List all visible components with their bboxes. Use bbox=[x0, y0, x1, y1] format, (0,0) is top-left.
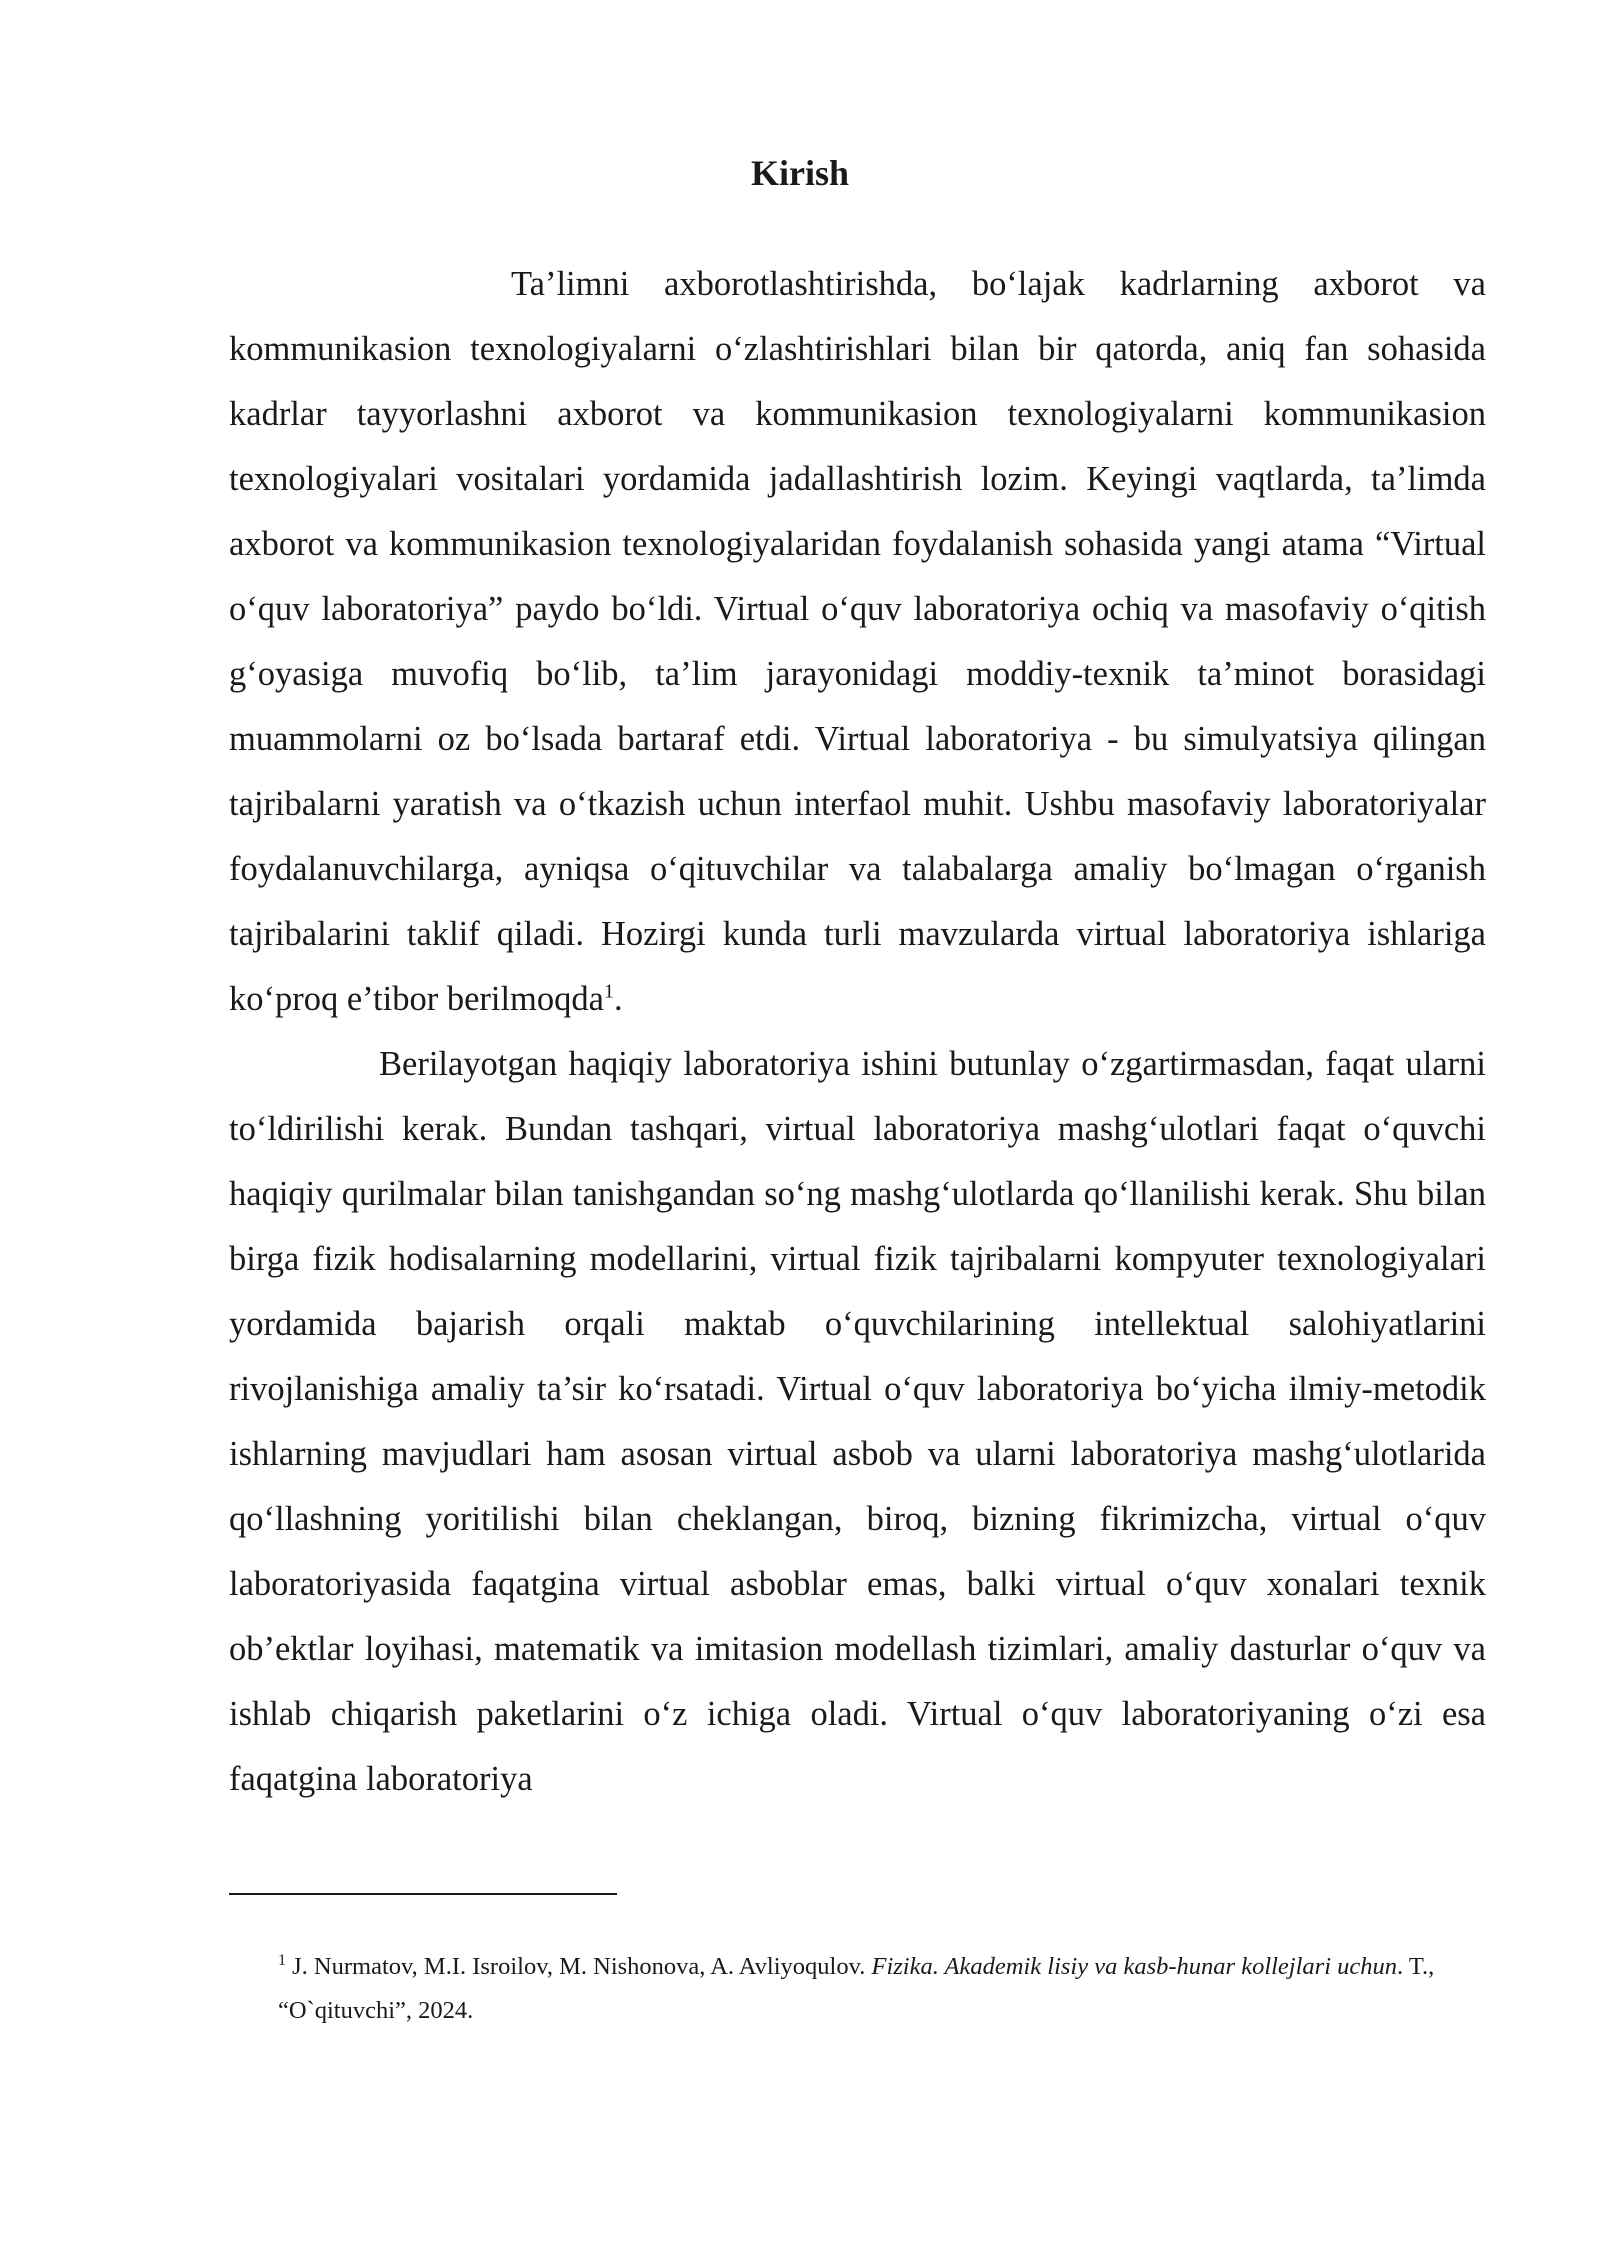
paragraph-2 bbox=[229, 1032, 1486, 1812]
footnote-separator bbox=[229, 1893, 617, 1895]
paragraph-1-end: . bbox=[613, 980, 623, 1018]
paragraph-1-text: Ta’limni axborotlashtirishda, bo‘lajak kadrlarning axborot va kommunikasion texnologiyalarni o‘zlashtirishlari bilan bir qatorda, aniq fan sohasida kadrlar tayyorlashni axborot va kommunikasion texnologiyalarni kommunikasion texnologiyalari vositalari yordamida jadallashtirish lozim. Keyingi vaqtlarda, ta’limda axborot va kommunikasion texnologiyalaridan foydalanish sohasida yangi atama “Virtual o‘quv laboratoriya” paydo bo‘ldi. Virtual o‘quv laboratoriya ochiq va masofaviy o‘qitish g‘oyasiga muvofiq bo‘lib, ta’lim jarayonidagi moddiy-texnik ta’minot borasidagi muammolarni oz bo‘lsada bartaraf etdi. Virtual laboratoriya - bu simulyatsiya qilingan tajribalarni yaratish va o‘tkazish uchun interfaol muhit. Ushbu masofaviy laboratoriyalar foydalanuvchilarga, ayniqsa o‘qituvchilar va talabalarga amaliy bo‘lmagan o‘rganish tajribalarini taklif qiladi. Hozirgi kunda turli mavzularda virtual laboratoriya ishlariga ko‘proq e’tibor berilmoqda bbox=[229, 265, 1486, 1018]
footnote-authors: J. Nurmatov, M.I. Isroilov, M. Nishonova, A. Avliyoqulov. bbox=[286, 1953, 872, 1980]
footnote-reference[interactable]: 1 bbox=[603, 980, 614, 1003]
footnote bbox=[229, 1945, 1486, 2033]
document-body bbox=[229, 252, 1486, 1812]
footnote-book-title: Fizika. Akademik lisiy va kasb-hunar kollejlari uchun bbox=[871, 1953, 1398, 1980]
page-title: Kirish bbox=[750, 153, 849, 193]
paragraph-2-text: Berilayotgan haqiqiy laboratoriya ishini butunlay o‘zgartirmasdan, faqat ularni to‘ldirilishi kerak. Bundan tashqari, virtual laboratoriya mashg‘ulotlari faqat o‘quvchi haqiqiy qurilmalar bilan tanishgandan so‘ng mashg‘ulotlarda qo‘llanilishi kerak. Shu bilan birga fizik hodisalarning modellarini, virtual fizik tajribalarni kompyuter texnologiyalari yordamida bajarish orqali maktab o‘quvchilarining intellektual salohiyatlarini rivojlanishiga amaliy ta’sir ko‘rsatadi. Virtual o‘quv laboratoriya bo‘yicha ilmiy-metodik ishlarning mavjudlari ham asosan virtual asbob va ularni laboratoriya mashg‘ulotlarida qo‘llashning yoritilishi bilan cheklangan, biroq, bizning fikrimizcha, virtual o‘quv laboratoriyasida faqatgina virtual asboblar emas, balki virtual o‘quv xonalari texnik ob’ektlar loyihasi, matematik va imitasion modellash tizimlari, amaliy dasturlar o‘quv va ishlab chiqarish paketlarini o‘z ichiga oladi. Virtual o‘quv laboratoriyaning o‘zi esa faqatgina laboratoriya bbox=[229, 1045, 1486, 1798]
footnote-number: 1 bbox=[278, 1951, 286, 1969]
footnote-publisher: . T., “O`qituvchi”, 2024. bbox=[278, 1953, 1435, 2024]
paragraph-1 bbox=[229, 252, 1486, 1032]
